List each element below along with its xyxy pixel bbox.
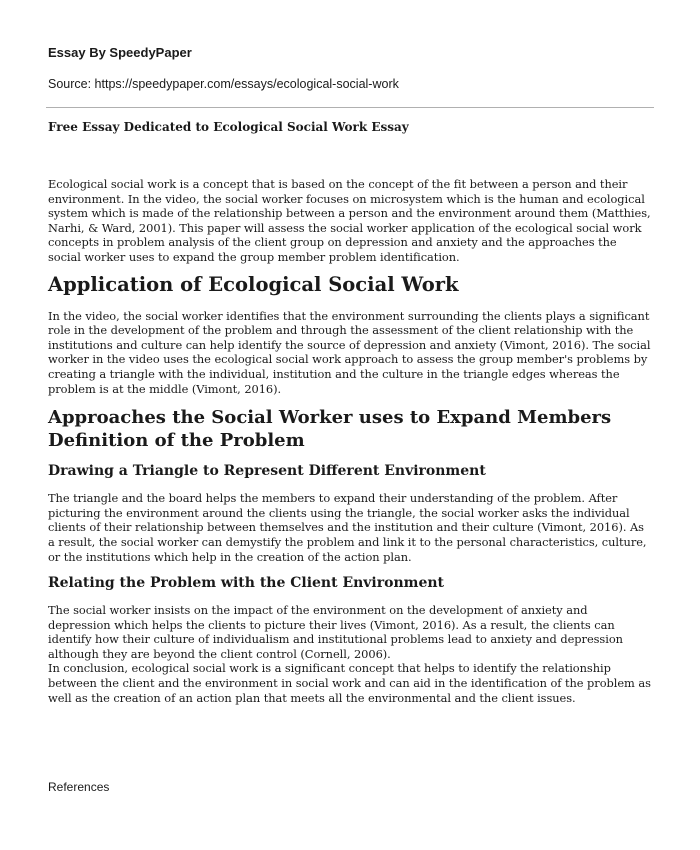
references-label: References [48, 780, 110, 794]
essay-title: Free Essay Dedicated to Ecological Social Work Essay [48, 120, 409, 134]
subsection2-heading: Relating the Problem with the Client Environment [48, 575, 445, 592]
subsection1-heading: Drawing a Triangle to Represent Different Environment [48, 463, 486, 480]
subsection1-paragraph: The triangle and the board helps the members to expand their understanding of the problem. After picturing the environment around the clients using the triangle, the social worker asks the individual clients of their relationship between themselves and the institution and their culture (Vimont, 2016). As a result, the social worker can demystify the problem and link it to the personal characteristics, culture, or the institutions which help in the creation of the action plan. [48, 491, 647, 564]
brand-title: Essay By SpeedyPaper [48, 45, 192, 60]
header-divider [46, 107, 654, 108]
intro-paragraph: Ecological social work is a concept that is based on the concept of the fit between a person and their environment. In the video, the social worker focuses on microsystem which is the human and ecological system which is made of the relationship between a person and the environment around them (Matthies, Narhi, & Ward, 2001). This paper will assess the social worker application of the ecological social work concepts in problem analysis of the client group on depression and anxiety and the approaches the social worker uses to expand the group member problem identification. [48, 177, 651, 264]
conclusion-paragraph: In conclusion, ecological social work is a significant concept that helps to identify the relationship between the client and the environment in social work and can aid in the identification of the problem as well as the creation of an action plan that meets all the environmental and the client issues. [48, 661, 651, 705]
subsection2-paragraph: The social worker insists on the impact of the environment on the development of anxiety and depression which helps the clients to picture their lives (Vimont, 2016). As a result, the clients can identify how their culture of individualism and institutional problems lead to anxiety and depression although they are beyond the client control (Cornell, 2006). [48, 603, 623, 661]
source-line: Source: https://speedypaper.com/essays/ecological-social-work [48, 77, 399, 91]
section2-heading: Approaches the Social Worker uses to Expand Members Definition of the Problem [48, 407, 612, 452]
section1-heading: Application of Ecological Social Work [48, 272, 459, 296]
section1-paragraph: In the video, the social worker identifies that the environment surrounding the clients plays a significant role in the development of the problem and through the assessment of the client relationship with the institutions and culture can help identify the source of depression and anxiety (Vimont, 2016). The social worker in the video uses the ecological social work approach to assess the group member's problems by creating a triangle with the individual, institution and the culture in the triangle edges whereas the problem is at the middle (Vimont, 2016). [48, 308, 651, 396]
